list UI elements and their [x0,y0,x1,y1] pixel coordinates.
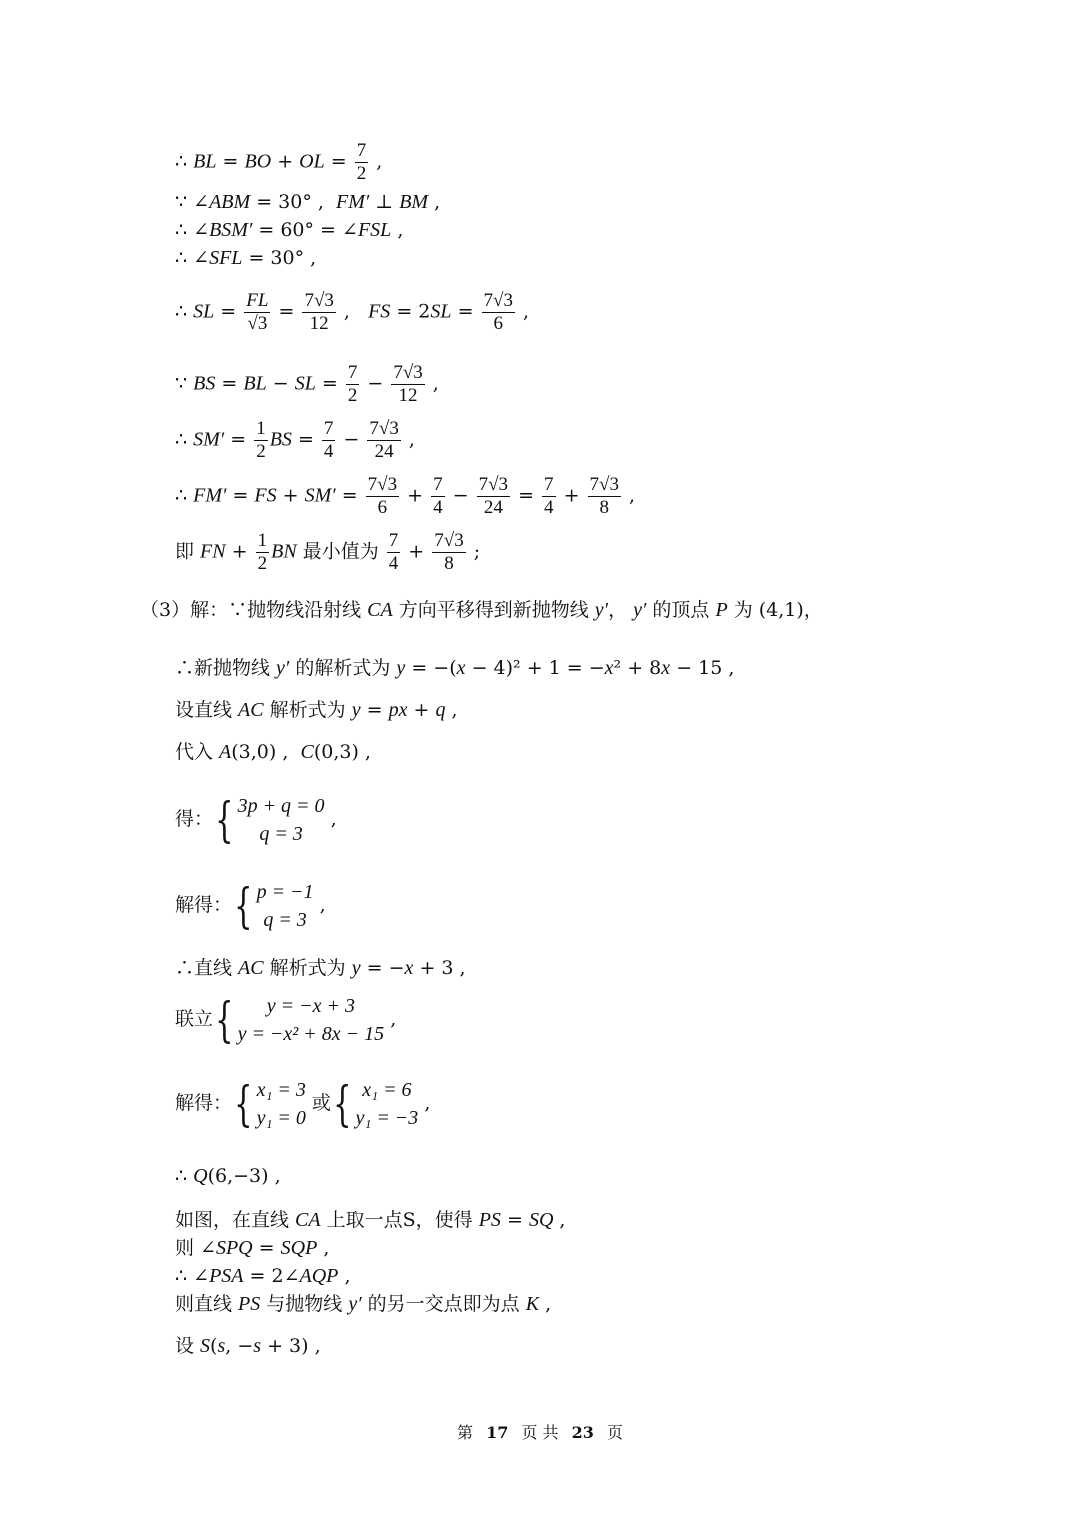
system-2: 解得：{ p = −1 q = 3 , [175,878,326,934]
line-q: ∴ Q(6,−3) , [175,1165,281,1187]
line-sfl: ∴ ∠SFL = 30° , [175,247,317,269]
line-fm: ∴ FM′ = FS + SM′ = $\frac{7√3}{6}$ + $\frac{7}{4}$ − $\frac{7√3}{24}$ = $\frac{7}{4}$ + $\frac{7√3}{8}$ , [175,474,636,518]
line-figure: 如图，在直线 CA 上取一点S，使得 PS = SQ , [175,1209,566,1231]
line-substitute: 代入 A(3,0) , C(0,3) , [175,741,371,763]
line-spq: 则 ∠SPQ = SQP , [175,1237,330,1259]
footer-prefix: 第 [456,1423,473,1442]
line-min: 即 FN + $\frac{1}{2}$ BN 最小值为 $\frac{7}{4}$ + $\frac{7√3}{8}$ ; [175,530,481,574]
footer-page-number: 17 [486,1423,509,1442]
footer-total-pages: 23 [571,1423,594,1442]
line-sl: ∴ SL = $\frac{FL}{√3}$ = $\frac{7√3}{12}$ , FS = 2SL = $\frac{7√3}{6}$ , [175,290,530,334]
system-1: 得：{ 3p + q = 0 q = 3 , [175,792,337,848]
line-part3: （3）解：∵抛物线沿射线 CA 方向平移得到新抛物线 y′， y′ 的顶点 P 为 (4,1)， [140,599,823,621]
system-4: 解得：{ x₁ = 3 y₁ = 0 或{ x₁ = 6 y₁ = −3 , [175,1076,431,1132]
line-set-ac: 设直线 AC 解析式为 y = px + q , [175,699,458,721]
page-footer [0,1420,1080,1443]
line-ac-result: ∴直线 AC 解析式为 y = −x + 3 , [175,957,466,979]
line-bl: ∴ BL = BO + OL = $\frac{7}{2}$ , [175,140,383,184]
line-new-parabola: ∴新抛物线 y′ 的解析式为 y = −(x − 4)² + 1 = −x² + 8x − 15 , [175,657,735,679]
line-bsm: ∴ ∠BSM′ = 60° = ∠FSL , [175,219,404,241]
line-psa: ∴ ∠PSA = 2∠AQP , [175,1265,351,1287]
line-abm: ∵ ∠ABM = 30° , FM′ ⊥ BM , [175,191,441,213]
line-set-s: 设 S(s, −s + 3) , [175,1335,321,1357]
system-3: 联立{ y = −x + 3 y = −x² + 8x − 15 , [175,992,397,1048]
footer-mid: 页 共 [521,1423,559,1442]
line-bs: ∵ BS = BL − SL = $\frac{7}{2}$ − $\frac{7√3}{12}$ , [175,362,439,406]
line-sm: ∴ SM′ = $\frac{1}{2}$ BS = $\frac{7}{4}$ − $\frac{7√3}{24}$ , [175,418,415,462]
footer-suffix: 页 [607,1423,624,1442]
line-ps-k: 则直线 PS 与抛物线 y′ 的另一交点即为点 K , [175,1293,552,1315]
